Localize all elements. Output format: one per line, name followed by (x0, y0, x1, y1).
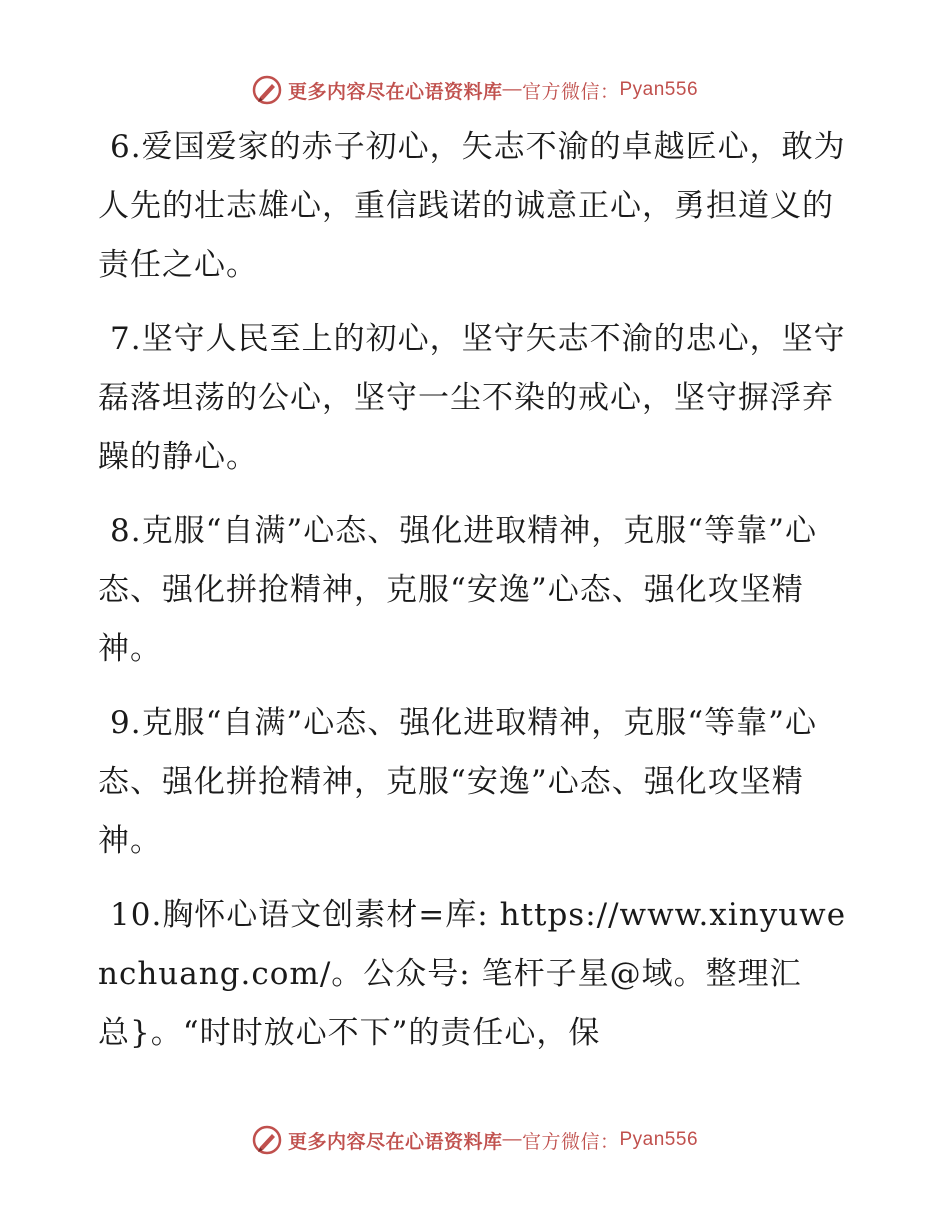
header-banner (0, 70, 950, 110)
header-banner-wechat-label: 官方微信： (521, 81, 620, 103)
paragraph-10 (98, 886, 858, 1063)
paragraph-text: 克服“自满”心态、强化进取精神，克服“等靠”心态、强化拼抢精神，克服“安逸”心态、强化攻坚精神。 (98, 705, 817, 859)
paragraph-text: 爱国爱家的赤子初心，矢志不渝的卓越匠心，敢为人先的壮志雄心，重信践诺的诚意正心，勇担道义的责任之心。 (98, 129, 846, 283)
header-banner-text: 更多内容尽在心语资料库 (287, 81, 503, 103)
footer-banner-separator: — (502, 1129, 522, 1150)
paragraph-7 (98, 310, 858, 487)
paragraph-text: 胸怀心语文创素材=库: https://www.xinyuwenchuang.com/。公众号: 笔杆子星@域。整理汇总}。“时时放心不下”的责任心，保 (98, 897, 847, 1051)
pen-logo-icon (252, 75, 282, 105)
pen-logo-icon (252, 1125, 282, 1155)
paragraph-6 (98, 118, 858, 295)
paragraph-number: 7. (110, 321, 142, 357)
header-banner-wechat-id: Pyan556 (619, 79, 699, 100)
paragraph-number: 8. (110, 513, 142, 549)
paragraph-9 (98, 694, 858, 871)
paragraph-number: 6. (110, 129, 142, 165)
paragraph-text: 克服“自满”心态、强化进取精神，克服“等靠”心态、强化拼抢精神，克服“安逸”心态、强化攻坚精神。 (98, 513, 817, 667)
footer-banner-wechat-label: 官方微信： (521, 1131, 620, 1153)
paragraph-8 (98, 502, 858, 679)
document-body (98, 118, 858, 1078)
paragraph-text: 坚守人民至上的初心，坚守矢志不渝的忠心，坚守磊落坦荡的公心，坚守一尘不染的戒心，坚守摒浮弃躁的静心。 (98, 321, 846, 475)
paragraph-number: 10. (110, 897, 163, 933)
footer-banner-wechat-id: Pyan556 (619, 1129, 699, 1150)
header-banner-separator: — (502, 79, 522, 100)
footer-banner (0, 1120, 950, 1160)
paragraph-number: 9. (110, 705, 142, 741)
footer-banner-text: 更多内容尽在心语资料库 (287, 1131, 503, 1153)
